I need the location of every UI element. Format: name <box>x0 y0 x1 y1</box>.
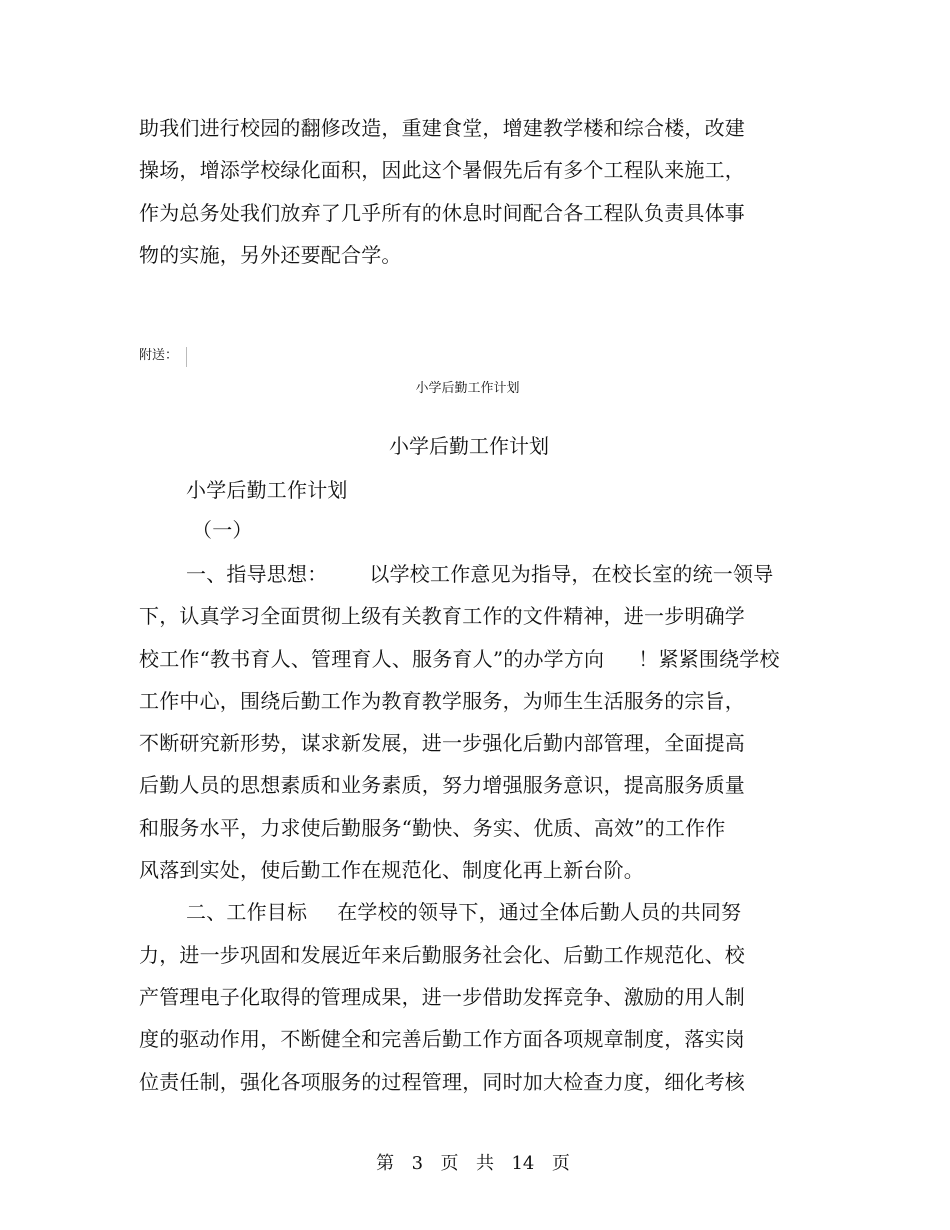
goals-first-line <box>186 898 741 926</box>
body-text-line: 作为总务处我们放弃了几乎所有的休息时间配合各工程队负责具体事 <box>139 201 745 225</box>
goals-text: 在学校的领导下，通过全体后勤人员的共同努 <box>337 900 742 924</box>
body-text-line: 和服务水平，力求使后勤服务“勤快、务实、优质、高效”的工作作 <box>139 816 726 840</box>
attachment-label: 附送： <box>139 348 179 363</box>
body-text-line: 助我们进行校园的翻修改造，重建食堂，增建教学楼和综合楼，改建 <box>139 116 745 140</box>
attachment-divider <box>186 347 187 367</box>
guiding-first-line <box>186 560 773 588</box>
body-text-line: 物的实施，另外还要配合学。 <box>139 243 402 267</box>
main-title: 小学后勤工作计划 <box>389 434 549 458</box>
body-text-part: ！紧紧围绕学校 <box>638 647 780 671</box>
body-text-line: 力，进一步巩固和发展近年来后勤服务社会化、后勤工作规范化、校 <box>139 943 745 967</box>
body-text-line: 操场，增添学校绿化面积，因此这个暑假先后有多个工程队来施工， <box>139 158 745 182</box>
footer-total-pages: 14 <box>511 1153 535 1174</box>
body-text-line <box>139 645 780 673</box>
footer-current-page: 3 <box>411 1153 424 1174</box>
goals-heading: 二、工作目标 <box>186 900 308 924</box>
footer-page-unit: 页 <box>440 1153 459 1174</box>
footer-total-word: 共 <box>476 1153 494 1174</box>
body-text-line: 位责任制，强化各项服务的过程管理，同时加大检查力度，细化考核 <box>139 1070 745 1094</box>
page-footer <box>0 1152 946 1176</box>
body-text-line: 下，认真学习全面贯彻上级有关教育工作的文件精神，进一步明确学 <box>139 604 745 628</box>
footer-total-unit: 页 <box>551 1153 570 1174</box>
section-title: 小学后勤工作计划 <box>186 478 348 502</box>
guiding-text: 以学校工作意见为指导，在校长室的统一领导 <box>369 562 774 586</box>
body-text-line: 风落到实处，使后勤工作在规范化、制度化再上新台阶。 <box>139 858 644 882</box>
body-text-line: 度的驱动作用，不断健全和完善后勤工作方面各项规章制度，落实岗 <box>139 1027 745 1051</box>
body-text-line: 工作中心，围绕后勤工作为教育教学服务，为师生生活服务的宗旨， <box>139 689 745 713</box>
body-text-line: 产管理电子化取得的管理成果，进一步借助发挥竞争、激励的用人制 <box>139 985 745 1009</box>
footer-page-word: 第 <box>376 1153 395 1174</box>
part-label: （一） <box>192 518 253 542</box>
body-text-line: 后勤人员的思想素质和业务素质，努力增强服务意识，提高服务质量 <box>139 773 745 797</box>
guiding-heading: 一、指导思想： <box>186 562 328 586</box>
body-text-line: 不断研究新形势，谋求新发展，进一步强化后勤内部管理，全面提高 <box>139 731 745 755</box>
body-text-part: 校工作“教书育人、管理育人、服务育人”的办学方向 <box>139 647 605 671</box>
small-title: 小学后勤工作计划 <box>415 381 520 396</box>
